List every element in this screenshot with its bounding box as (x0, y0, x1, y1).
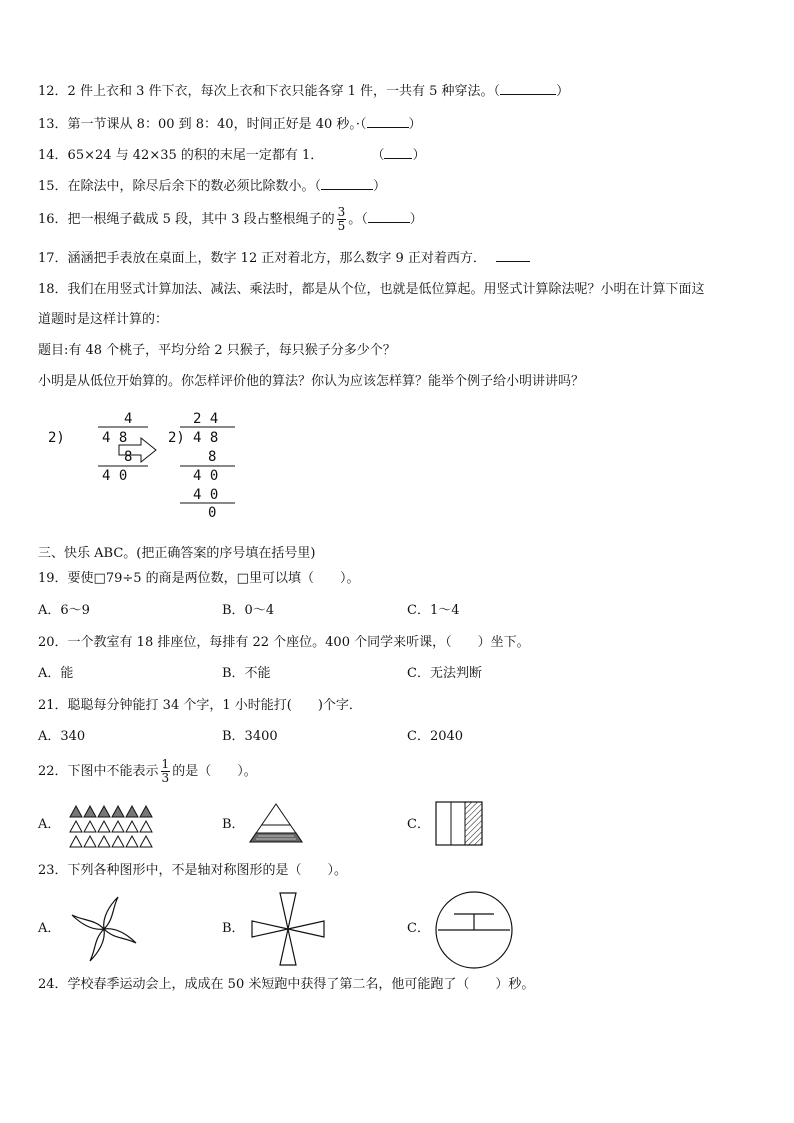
small-triangle (126, 806, 138, 817)
small-triangle (112, 806, 124, 817)
option-b[interactable]: B．0～4 (222, 603, 275, 618)
small-triangle (140, 821, 152, 832)
small-triangle (126, 821, 138, 832)
divided-rectangle-figure (434, 800, 486, 848)
option-b[interactable]: B． (222, 921, 245, 936)
left-divisor: 2) (48, 430, 65, 446)
fraction-three-fifths: $\frac{3}{5}$ (337, 205, 346, 233)
option-a[interactable]: A． (38, 921, 61, 936)
answer-blank[interactable] (384, 146, 412, 159)
question-24: 24．学校春季运动会上，成成在 50 米短跑中获得了第二名，他可能跑了（ ）秒。 (38, 977, 535, 992)
question-18-line3: 题目:有 48 个桃子，平均分给 2 只猴子，每只猴子分多少个？ (38, 343, 396, 358)
question-17: 17．涵涵把手表放在桌面上，数字 12 正对着北方，那么数字 9 正对着西方． (38, 249, 530, 268)
circle-symbol-figure (432, 888, 516, 972)
option-c[interactable]: C． (407, 921, 430, 936)
left-subtrahend: 8 (124, 449, 133, 465)
option-c[interactable]: C．1～4 (407, 603, 460, 618)
question-23: 23．下列各种图形中，不是轴对称图形的是（ ）。 (38, 863, 348, 878)
question-19: 19．要使□79÷5 的商是两位数，□里可以填（ ）。 (38, 571, 360, 586)
small-triangle (98, 836, 110, 847)
section-3-heading: 三、快乐 ABC。(把正确答案的序号填在括号里) (38, 546, 316, 561)
right-subtrahend-1: 8 (208, 449, 217, 465)
triangles-group-figure (66, 802, 156, 852)
answer-blank[interactable] (368, 210, 410, 223)
small-triangle (84, 821, 96, 832)
small-triangle (98, 821, 110, 832)
option-a[interactable]: A．6～9 (38, 603, 90, 618)
left-remainder: 4 0 (102, 468, 128, 484)
question-15: 15．在除法中，除尽后余下的数必须比除数小。（ ） (38, 179, 387, 194)
left-dividend: 4 8 (102, 430, 128, 446)
answer-blank[interactable] (496, 249, 530, 262)
question-18-line4: 小明是从低位开始算的。你怎样评价他的算法？你认为应该怎样算？能举个例子给小明讲讲吗？ (38, 374, 585, 389)
layered-triangle-figure (246, 802, 306, 846)
small-triangle (98, 806, 110, 817)
question-13: 13．第一节课从 8：00 到 8：40，时间正好是 40 秒。·（ ） (38, 117, 422, 132)
small-triangle (70, 821, 82, 832)
option-c[interactable]: C．2040 (407, 729, 464, 744)
small-triangle (70, 806, 82, 817)
right-divisor: 2) (168, 430, 185, 446)
option-b[interactable]: B．不能 (222, 666, 271, 681)
right-dividend: 4 8 (193, 430, 219, 446)
question-16: 16．把一根绳子截成 5 段，其中 3 段占整根绳子的 $\frac{3}{5}$ 。（ ） (38, 205, 423, 233)
answer-blank[interactable] (500, 82, 556, 95)
small-triangle (140, 836, 152, 847)
small-triangle (126, 836, 138, 847)
question-18-line1: 18．我们在用竖式计算加法、减法、乘法时，都是从个位，也就是低位算起。用竖式计算除法呢？小明在计算下面这 (38, 282, 705, 297)
option-a[interactable]: A．340 (38, 729, 86, 744)
small-triangle (112, 836, 124, 847)
small-triangle (84, 836, 96, 847)
pinwheel-figure (64, 889, 144, 969)
right-remainder-2: 0 (208, 505, 217, 520)
question-21: 21．聪聪每分钟能打 34 个字，1 小时能打( )个字． (38, 698, 362, 713)
right-subtrahend-2: 4 0 (193, 487, 219, 503)
small-triangle (112, 821, 124, 832)
bowtie-cross-figure (248, 891, 328, 967)
option-a[interactable]: A．能 (38, 666, 74, 681)
question-22: 22．下图中不能表示 $\frac{1}{3}$ 的是（ ）。 (38, 757, 257, 785)
question-18-line2: 道题时是这样计算的： (38, 312, 169, 327)
answer-blank[interactable] (367, 115, 409, 128)
question-20: 20．一个教室有 18 排座位，每排有 22 个座位。400 个同学来听课，（ ）坐下。 (38, 635, 530, 650)
option-c[interactable]: C．无法判断 (407, 666, 482, 681)
small-triangle (140, 806, 152, 817)
right-quotient: 2 4 (193, 411, 219, 427)
fraction-one-third: $\frac{1}{3}$ (161, 757, 170, 785)
left-quotient: 4 (124, 411, 133, 427)
question-12: 12．2 件上衣和 3 件下衣，每次上衣和下衣只能各穿 1 件，一共有 5 种穿法。（ ） (38, 84, 570, 99)
option-a[interactable]: A． (38, 817, 61, 832)
long-division-diagrams (40, 405, 250, 520)
question-14: 14．65×24 与 42×35 的积的末尾一定都有 1． （ ） (38, 148, 426, 163)
answer-blank[interactable] (321, 177, 373, 190)
option-b[interactable]: B．3400 (222, 729, 278, 744)
right-remainder-1: 4 0 (193, 468, 219, 484)
option-b[interactable]: B． (222, 817, 245, 832)
option-c[interactable]: C． (407, 817, 430, 832)
small-triangle (70, 836, 82, 847)
small-triangle (84, 806, 96, 817)
